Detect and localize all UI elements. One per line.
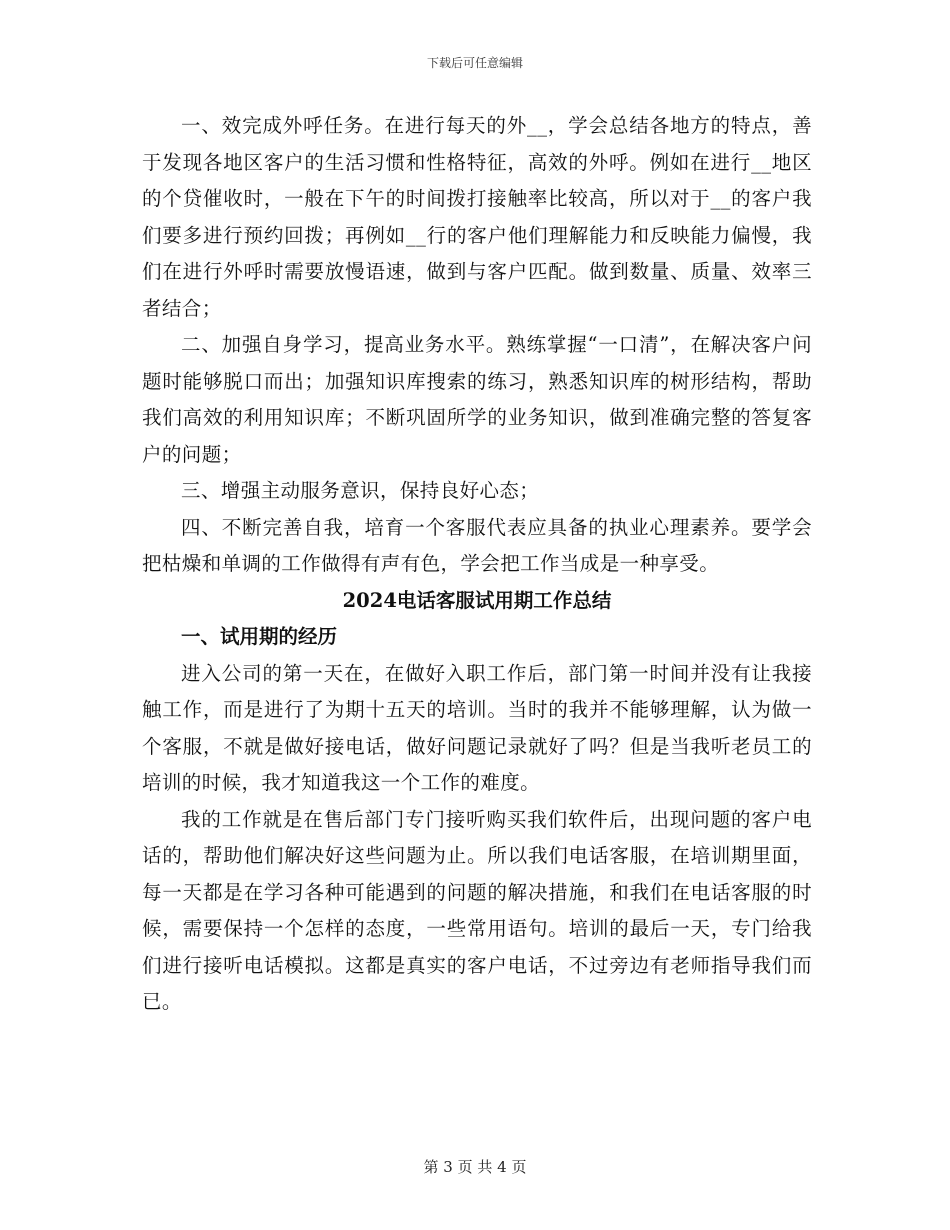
paragraph-service-awareness: 三、增强主动服务意识，保持良好心态；: [181, 479, 540, 502]
paragraph-job-description: 我的工作就是在售后部门专门接听购买我们软件后，出现问题的客户电话的，帮助他们解决好这些问题为止。所以我们电话客服，在培训期里面，每一天都是在学习各种可能遇到的问题的解决措施，和我们在电话客服的时候，需要保持一个怎样的态度，一些常用语句。培训的最后一天，专门给我们进行接听电话模拟。这都是真实的客户电话，不过旁边有老师指导我们而已。: [142, 807, 812, 1013]
section-heading: 一、试用期的经历: [181, 625, 338, 648]
document-title: 2024电话客服试用期工作总结: [342, 588, 612, 612]
paragraph-first-day: 进入公司的第一天在，在做好入职工作后，部门第一时间并没有让我接触工作，而是进行了为期十五天的培训。当时的我并不能够理解，认为做一个客服，不就是做好接电话，做好问题记录就好了吗？但是当我听老员工的培训的时候，我才知道我这一个工作的难度。: [142, 661, 812, 794]
page-header: 下载后可任意编辑: [426, 56, 523, 70]
paragraph-self-study: 二、加强自身学习，提高业务水平。熟练掌握“一口清”，在解决客户问题时能够脱口而出；加强知识库搜索的练习，熟悉知识库的树形结构，帮助我们高效的利用知识库；不断巩固所学的业务知识，做到准确完整的答复客户的问题；: [142, 333, 812, 466]
page-footer: 第 3 页 共 4 页: [423, 1158, 527, 1176]
paragraph-task-completion: 一、效完成外呼任务。在进行每天的外__，学会总结各地方的特点，善于发现各地区客户的生活习惯和性格特征，高效的外呼。例如在进行__地区的个贷催收时，一般在下午的时间拨打接触率比较高，所以对于__的客户我们要多进行预约回拨；再例如__行的客户他们理解能力和反映能力偏慢，我们在进行外呼时需要放慢语速，做到与客户匹配。做到数量、质量、效率三者结合；: [142, 114, 812, 320]
paragraph-self-improvement: 四、不断完善自我，培育一个客服代表应具备的执业心理素养。要学会把枯燥和单调的工作做得有声有色，学会把工作当成是一种享受。: [142, 515, 812, 575]
document-body: [142, 108, 812, 1021]
